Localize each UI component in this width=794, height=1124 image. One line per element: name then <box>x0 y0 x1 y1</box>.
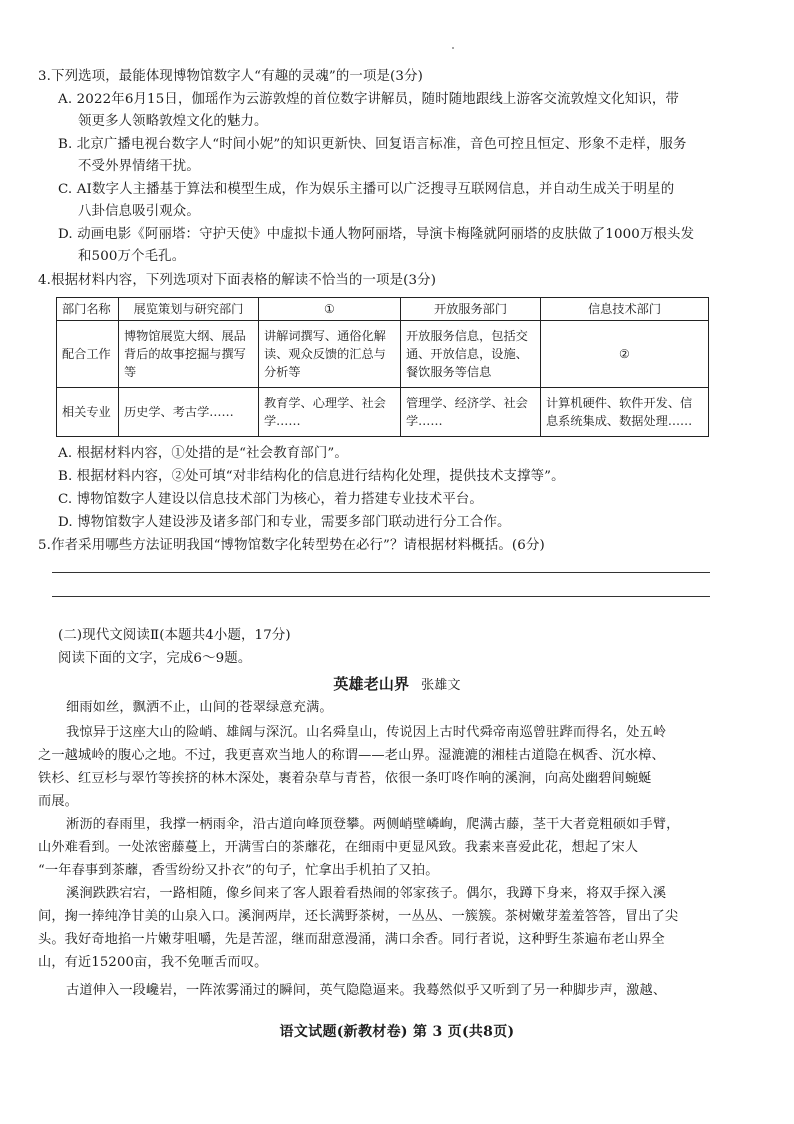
table-row <box>57 388 709 437</box>
table-cell: 管理学、经济学、社会学…… <box>401 388 541 437</box>
table-header-cell: 部门名称 <box>57 298 119 321</box>
article-title-text: 英雄老山界 <box>333 675 410 693</box>
section-heading: (二)现代文阅读Ⅱ(本题共4小题，17分) <box>58 628 291 643</box>
q3-option-d: D. 动画电影《阿丽塔：守护天使》中虚拟卡通人物阿丽塔，导演卡梅隆就阿丽塔的皮肤做了1000万根头发 <box>58 227 695 242</box>
answer-line[interactable] <box>52 596 710 597</box>
table-header-cell: ① <box>259 298 401 321</box>
table-header-cell: 信息技术部门 <box>541 298 709 321</box>
article-paragraph-line: 之一越城岭的腹心之地。不过，我更喜欢当地人的称谓——老山界。湿漉漉的湘桂古道隐在枫香、沉水樟、 <box>38 748 665 763</box>
article-paragraph-line: “一年春事到茶蘼，香雪纷纷又扑衣”的句子，忙拿出手机拍了又拍。 <box>38 863 439 878</box>
article-paragraph-line: 淅沥的春雨里，我撑一柄雨伞，沿古道向峰顶登攀。两侧峭壁嶙峋，爬满古藤，茎干大者竟粗硕如手臂， <box>66 817 680 832</box>
table-cell: 历史学、考古学…… <box>119 388 259 437</box>
answer-line[interactable] <box>52 572 710 573</box>
article-paragraph-line: 山外难看到。一处浓密藤蔓上，开满雪白的茶蘼花，在细雨中更显风致。我素来喜爱此花，想起了宋人 <box>38 840 639 855</box>
table-cell: 计算机硬件、软件开发、信息系统集成、数据处理…… <box>541 388 709 437</box>
article-author: 张雄文 <box>421 678 461 693</box>
table-cell: 讲解词撰写、通俗化解读、观众反馈的汇总与分析等 <box>259 321 401 388</box>
q4-option-c: C. 博物馆数字人建设以信息技术部门为核心，着力搭建专业技术平台。 <box>58 492 483 507</box>
table-header-cell: 展览策划与研究部门 <box>119 298 259 321</box>
article-paragraph-line: 山，有近15200亩，我不免咂舌而叹。 <box>38 955 268 970</box>
q4-option-d: D. 博物馆数字人建设涉及诸多部门和专业，需要多部门联动进行分工合作。 <box>58 515 511 530</box>
q5-stem: 5.作者采用哪些方法证明我国“博物馆数字化转型势在必行”？请根据材料概括。(6分) <box>38 538 545 553</box>
q3-option-a: A. 2022年6月15日，伽瑶作为云游敦煌的首位数字讲解员，随时随地跟线上游客交流敦煌文化知识，带 <box>58 92 679 107</box>
department-table <box>56 297 709 437</box>
article-paragraph-line: 溪涧跌跌宕宕，一路相随，像乡间来了客人跟着看热闹的邻家孩子。偶尔，我蹲下身来，将双手探入溪 <box>66 886 667 901</box>
section-instruction: 阅读下面的文字，完成6～9题。 <box>58 651 252 666</box>
scan-speck <box>452 47 454 49</box>
article-paragraph-line: 我惊异于这座大山的险峭、雄阔与深沉。山名舜皇山，传说因上古时代舜帝南巡曾驻跸而得名，处五岭 <box>66 725 667 740</box>
q4-option-a: A. 根据材料内容，①处措的是“社会教育部门”。 <box>58 446 348 461</box>
table-header-row <box>57 298 709 321</box>
q3-stem: 3.下列选项，最能体现博物馆数字人“有趣的灵魂”的一项是(3分) <box>38 69 423 84</box>
q3-option-c: C. AI数字人主播基于算法和模型生成，作为娱乐主播可以广泛搜寻互联网信息，并自动生成关于明星的 <box>58 182 675 197</box>
q3-option-b: B. 北京广播电视台数字人“时间小妮”的知识更新快、回复语言标准，音色可控且恒定、形象不走样，服务 <box>58 137 687 152</box>
article-paragraph-line: 铁杉、红豆杉与翠竹等挨挤的林木深处，裹着杂草与青苔，依很一条叮咚作响的溪涧，向高处幽碧间蜿蜒 <box>38 771 652 786</box>
table-cell: 博物馆展览大纲、展品背后的故事挖掘与撰写等 <box>119 321 259 388</box>
q3-option-c-cont: 八卦信息吸引观众。 <box>78 204 200 219</box>
table-header-cell: 开放服务部门 <box>401 298 541 321</box>
article-title <box>0 674 794 696</box>
q3-option-a-cont: 领更多人领略敦煌文化的魅力。 <box>78 114 268 129</box>
table-cell: 开放服务信息，包括交通、开放信息，设施、餐饮服务等信息 <box>401 321 541 388</box>
page-footer: 语文试题(新教材卷) 第 3 页(共8页) <box>279 1024 515 1040</box>
article-paragraph-line: 间，掬一捧纯净甘美的山泉入口。溪涧两岸，还长满野茶树，一丛丛、一簇簇。茶树嫩芽羞羞答答，冒出了尖 <box>38 909 679 924</box>
article-paragraph-line: 头。我好奇地掐一片嫩芽咀嚼，先是苦涩，继而甜意漫涌，满口余香。同行者说，这种野生茶遍布老山界全 <box>38 932 665 947</box>
q3-option-d-cont: 和500万个毛孔。 <box>78 249 186 264</box>
article-paragraph-line: 古道伸入一段巉岩，一阵浓雾涌过的瞬间，英气隐隐逼来。我蓦然似乎又听到了另一种脚步声，激越、 <box>66 983 667 998</box>
q4-option-b: B. 根据材料内容，②处可填“对非结构化的信息进行结构化处理，提供技术支撑等”。 <box>58 469 565 484</box>
table-row <box>57 321 709 388</box>
article-paragraph-line: 而展。 <box>38 794 79 809</box>
q4-stem: 4.根据材料内容，下列选项对下面表格的解读不恰当的一项是(3分) <box>38 273 437 288</box>
q3-option-b-cont: 不受外界情绪干扰。 <box>78 159 200 174</box>
table-cell: 教育学、心理学、社会学…… <box>259 388 401 437</box>
table-cell: 相关专业 <box>57 388 119 437</box>
table-cell: 配合工作 <box>57 321 119 388</box>
table-cell: ② <box>541 321 709 388</box>
article-paragraph-line: 细雨如丝，飘洒不止，山间的苍翠绿意充满。 <box>66 700 333 715</box>
